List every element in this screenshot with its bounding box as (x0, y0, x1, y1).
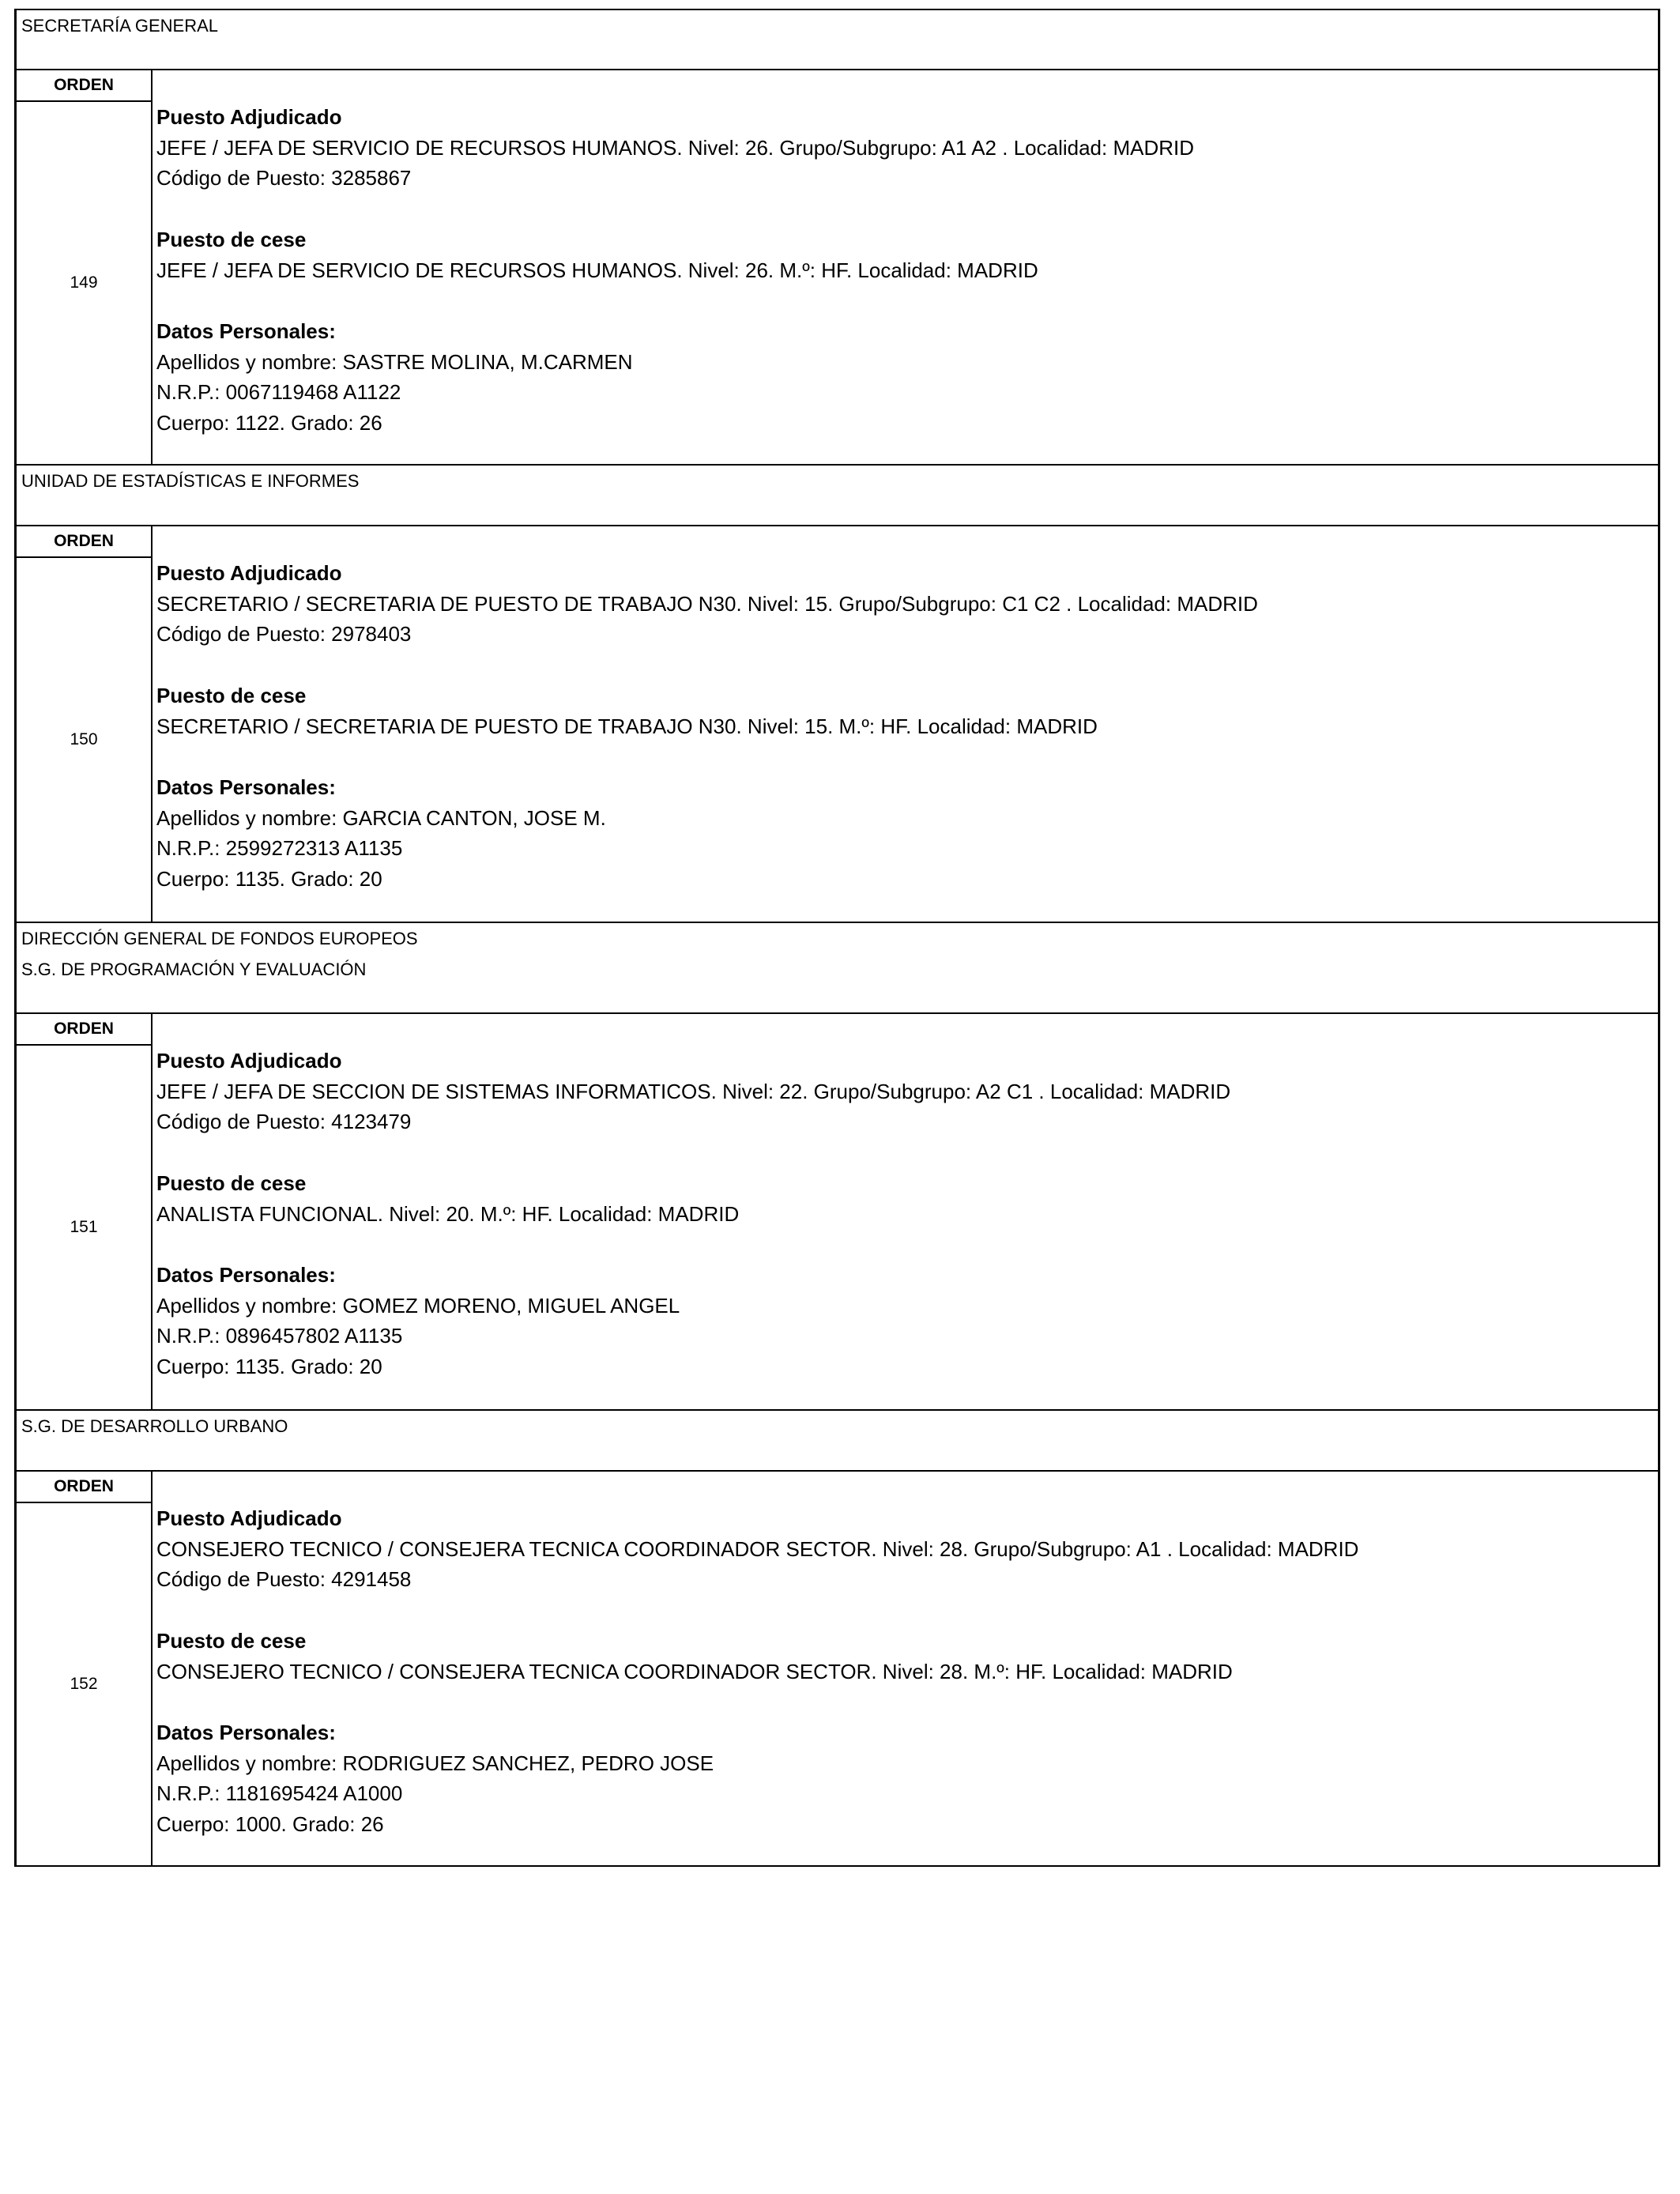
apellidos-nombre: Apellidos y nombre: GOMEZ MORENO, MIGUEL ANGEL (156, 1293, 680, 1318)
puesto-cese-description: ANALISTA FUNCIONAL. Nivel: 20. M.º: HF. Localidad: MADRID (156, 1201, 740, 1226)
orden-column (17, 1472, 153, 1865)
puesto-adjudicado-description: JEFE / JEFA DE SECCION DE SISTEMAS INFORMATICOS. Nivel: 22. Grupo/Subgrupo: A2 C1 . Localidad: MADRID (156, 1079, 1231, 1103)
cuerpo-grado: Cuerpo: 1000. Grado: 26 (156, 1812, 384, 1836)
entry-row (14, 1012, 1660, 1409)
orden-number: 151 (70, 1218, 98, 1236)
puesto-cese-description: SECRETARIO / SECRETARIA DE PUESTO DE TRABAJO N30. Nivel: 15. M.º: HF. Localidad: MADRID (156, 714, 1098, 738)
puesto-cese-heading: Puesto de cese (156, 1628, 307, 1653)
resolution-table (14, 9, 1660, 1867)
puesto-adjudicado-description: SECRETARIO / SECRETARIA DE PUESTO DE TRABAJO N30. Nivel: 15. Grupo/Subgrupo: C1 C2 . Localidad: MADRID (156, 591, 1258, 616)
nrp: N.R.P.: 0896457802 A1135 (156, 1324, 403, 1348)
puesto-adjudicado-heading: Puesto Adjudicado (156, 1506, 342, 1530)
orden-number: 152 (70, 1675, 98, 1693)
datos-personales-heading: Datos Personales: (156, 775, 336, 799)
entry-details (153, 70, 1658, 464)
org-unit-line: S.G. DE PROGRAMACIÓN Y EVALUACIÓN (21, 959, 367, 979)
orden-column (17, 526, 153, 922)
org-unit-line: S.G. DE DESARROLLO URBANO (21, 1416, 288, 1436)
section-header (14, 9, 1660, 69)
org-unit-line: SECRETARÍA GENERAL (21, 16, 218, 36)
datos-personales-heading: Datos Personales: (156, 319, 336, 343)
puesto-cese-heading: Puesto de cese (156, 683, 307, 707)
codigo-puesto: Código de Puesto: 2978403 (156, 622, 412, 647)
section-header (14, 922, 1660, 1012)
codigo-puesto: Código de Puesto: 4291458 (156, 1567, 412, 1592)
cuerpo-grado: Cuerpo: 1122. Grado: 26 (156, 411, 382, 435)
codigo-puesto: Código de Puesto: 3285867 (156, 166, 412, 190)
codigo-puesto: Código de Puesto: 4123479 (156, 1110, 412, 1134)
orden-label: ORDEN (17, 1472, 151, 1503)
entry-row (14, 1470, 1660, 1867)
entry-details (153, 1472, 1658, 1865)
puesto-adjudicado-description: CONSEJERO TECNICO / CONSEJERA TECNICA COORDINADOR SECTOR. Nivel: 28. Grupo/Subgrupo: A1 . Localidad: MADRID (156, 1536, 1359, 1561)
entry-details (153, 526, 1658, 922)
apellidos-nombre: Apellidos y nombre: SASTRE MOLINA, M.CARMEN (156, 349, 633, 374)
nrp: N.R.P.: 2599272313 A1135 (156, 836, 403, 861)
apellidos-nombre: Apellidos y nombre: GARCIA CANTON, JOSE M. (156, 805, 606, 830)
org-unit-line: DIRECCIÓN GENERAL DE FONDOS EUROPEOS (21, 929, 418, 948)
entry-details (153, 1014, 1658, 1409)
orden-number: 149 (70, 273, 98, 292)
puesto-cese-heading: Puesto de cese (156, 227, 307, 251)
cuerpo-grado: Cuerpo: 1135. Grado: 20 (156, 1355, 382, 1378)
datos-personales-heading: Datos Personales: (156, 1720, 336, 1744)
puesto-adjudicado-description: JEFE / JEFA DE SERVICIO DE RECURSOS HUMANOS. Nivel: 26. Grupo/Subgrupo: A1 A2 . Localidad: MADRID (156, 135, 1194, 160)
section-header (14, 464, 1660, 525)
puesto-adjudicado-heading: Puesto Adjudicado (156, 105, 342, 129)
nrp: N.R.P.: 0067119468 A1122 (156, 380, 401, 405)
org-unit-line: UNIDAD DE ESTADÍSTICAS E INFORMES (21, 471, 360, 491)
nrp: N.R.P.: 1181695424 A1000 (156, 1781, 403, 1806)
orden-number: 150 (70, 730, 98, 748)
orden-label: ORDEN (17, 1014, 151, 1046)
puesto-adjudicado-heading: Puesto Adjudicado (156, 561, 342, 585)
puesto-cese-description: JEFE / JEFA DE SERVICIO DE RECURSOS HUMANOS. Nivel: 26. M.º: HF. Localidad: MADRID (156, 258, 1038, 282)
entry-row (14, 69, 1660, 464)
orden-column (17, 1014, 153, 1409)
entry-row (14, 525, 1660, 922)
datos-personales-heading: Datos Personales: (156, 1262, 336, 1287)
puesto-adjudicado-heading: Puesto Adjudicado (156, 1049, 342, 1072)
orden-label: ORDEN (17, 70, 151, 102)
orden-label: ORDEN (17, 526, 151, 558)
puesto-cese-description: CONSEJERO TECNICO / CONSEJERA TECNICA COORDINADOR SECTOR. Nivel: 28. M.º: HF. Localidad: MADRID (156, 1659, 1233, 1683)
section-header (14, 1409, 1660, 1470)
orden-column (17, 70, 153, 464)
apellidos-nombre: Apellidos y nombre: RODRIGUEZ SANCHEZ, PEDRO JOSE (156, 1751, 714, 1775)
puesto-cese-heading: Puesto de cese (156, 1171, 307, 1195)
cuerpo-grado: Cuerpo: 1135. Grado: 20 (156, 867, 382, 891)
